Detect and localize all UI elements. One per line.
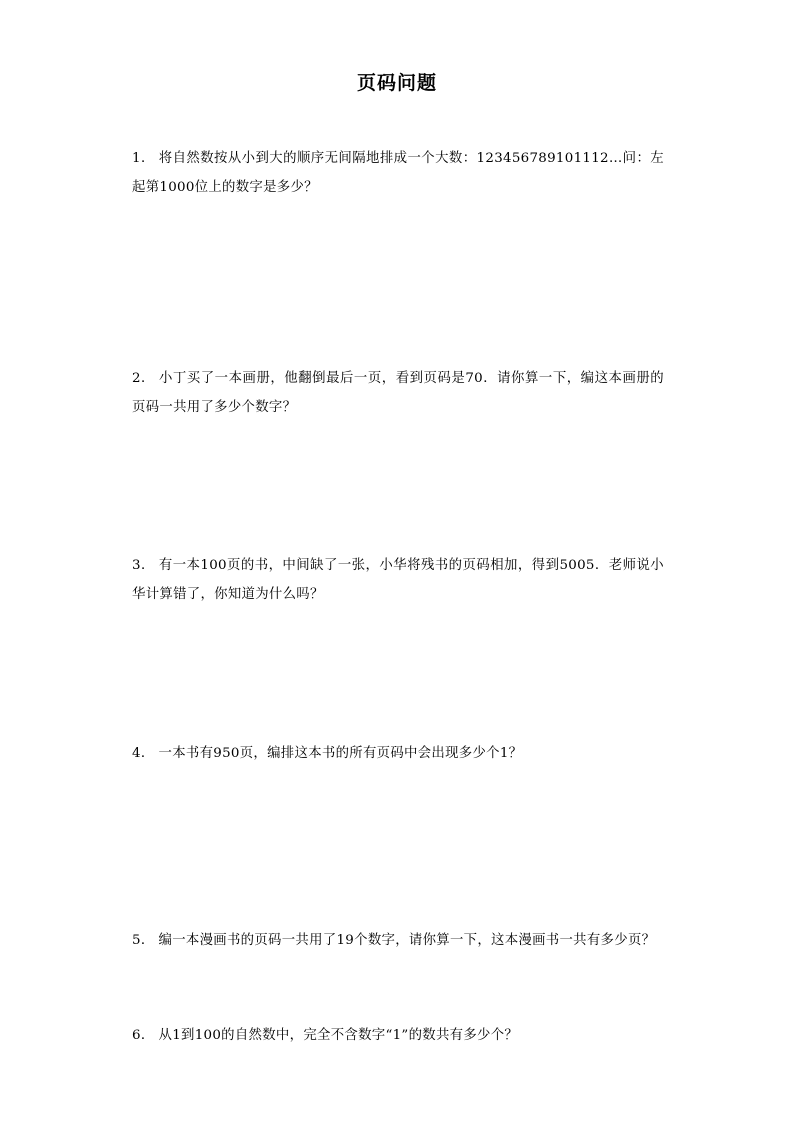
question-text: 从1到100的自然数中，完全不含数字“1”的数共有多少个？: [158, 1028, 519, 1043]
question-3: [132, 551, 664, 609]
question-text: 有一本100页的书，中间缺了一张，小华将残书的页码相加，得到5005．老师说小华计算错了，你知道为什么吗？: [132, 558, 664, 602]
question-4: [132, 739, 664, 768]
question-2: [132, 364, 664, 422]
question-number: 3．: [132, 558, 155, 573]
question-number: 2．: [132, 371, 155, 386]
question-number: 6．: [132, 1028, 155, 1043]
question-1: [132, 144, 664, 202]
question-number: 5．: [132, 933, 155, 948]
question-text: 一本书有950页，编排这本书的所有页码中会出现多少个1？: [158, 746, 523, 761]
question-number: 4．: [132, 746, 155, 761]
question-text: 小丁买了一本画册，他翻倒最后一页，看到页码是70．请你算一下，编这本画册的页码一共用了多少个数字？: [132, 371, 664, 415]
question-text: 编一本漫画书的页码一共用了19个数字，请你算一下，这本漫画书一共有多少页？: [158, 933, 656, 948]
question-5: [132, 926, 664, 955]
page-title: 页码问题: [356, 72, 437, 94]
question-text: 将自然数按从小到大的顺序无间隔地排成一个大数：123456789101112…问：左起第1000位上的数字是多少？: [132, 151, 664, 195]
question-6: [132, 1021, 664, 1050]
question-number: 1．: [132, 151, 155, 166]
